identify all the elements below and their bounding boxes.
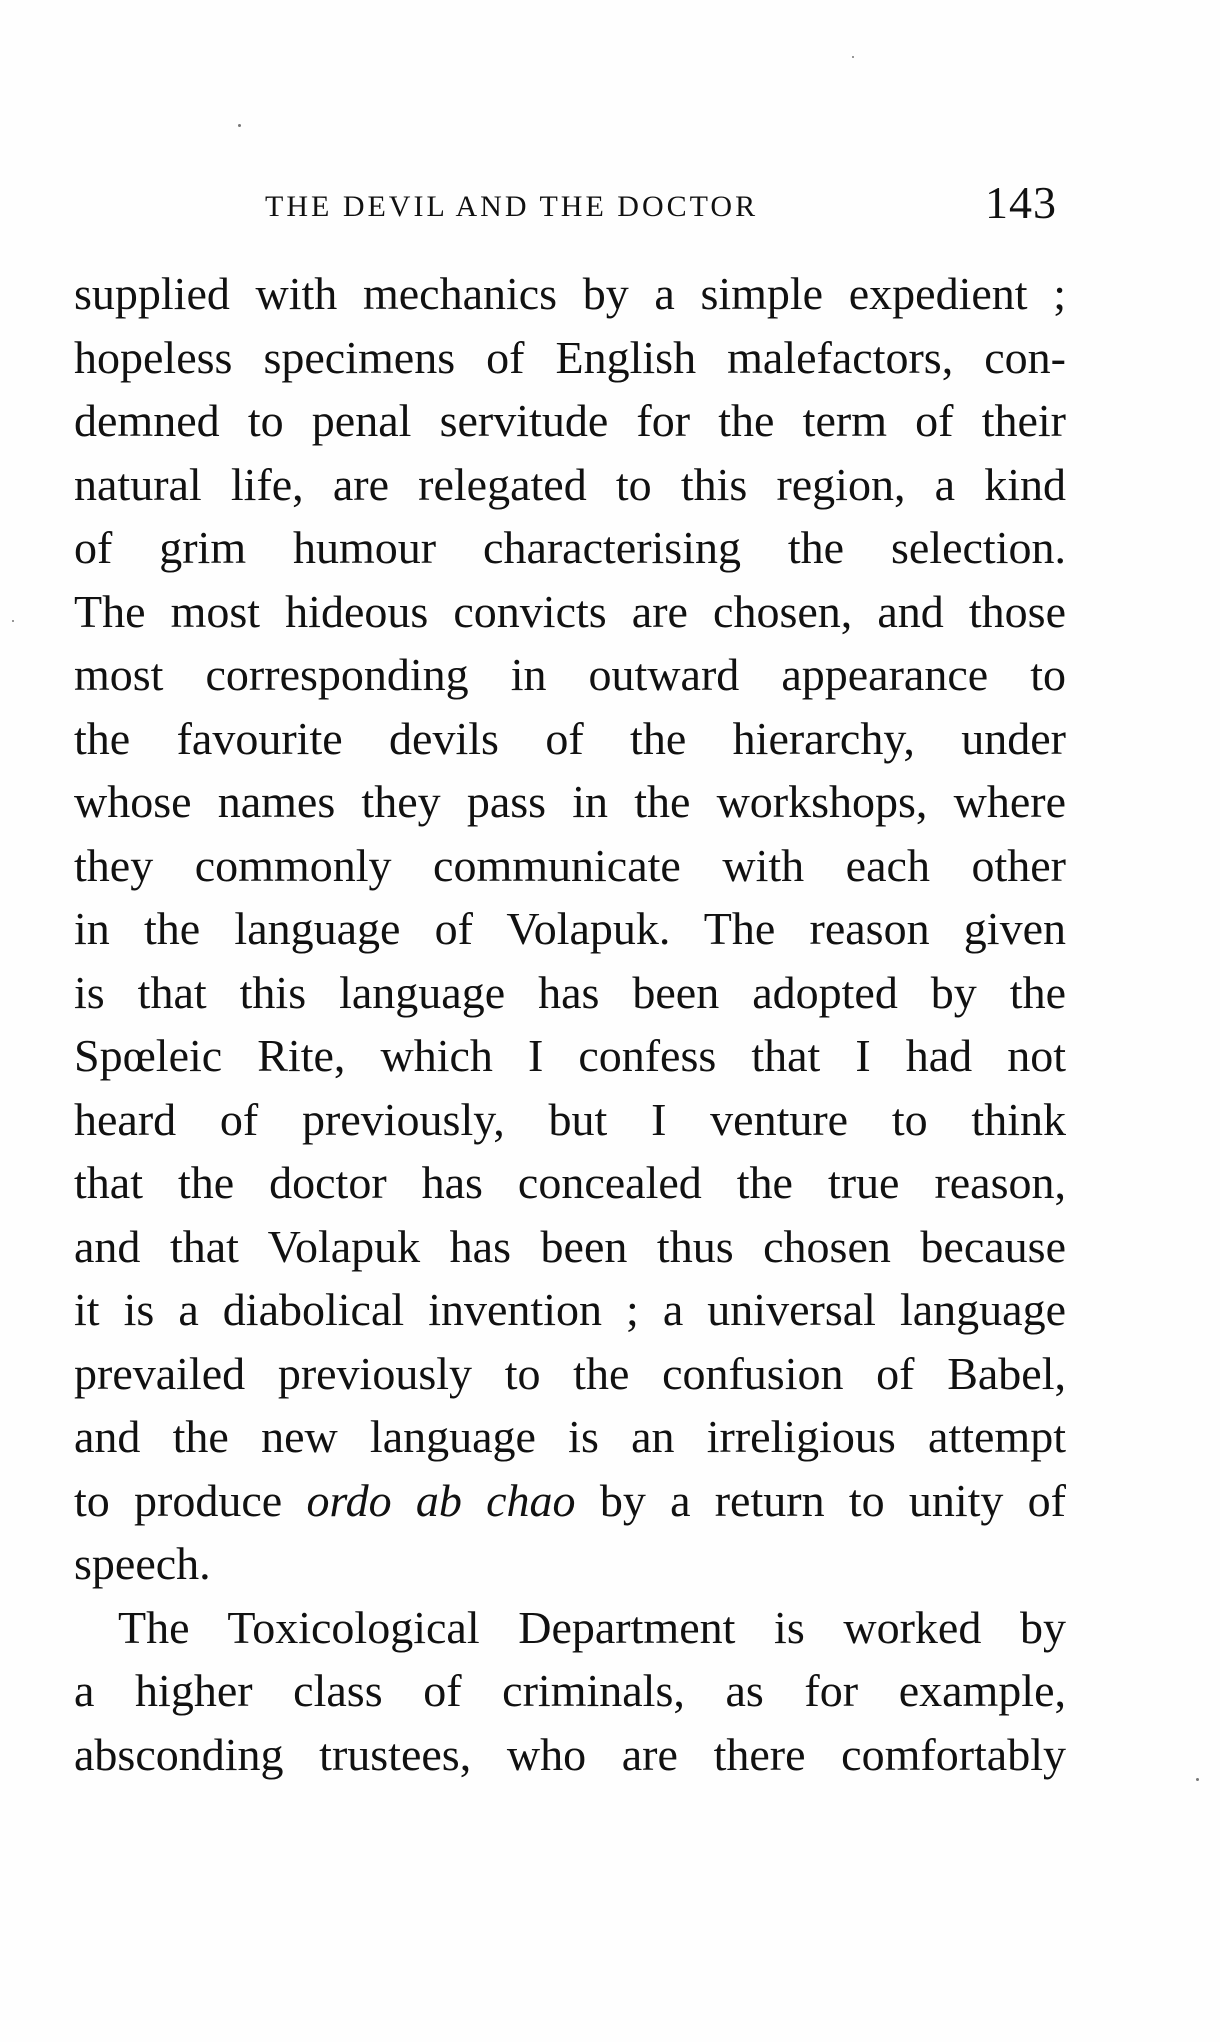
paragraph-end-line: speech. (74, 1538, 211, 1589)
text-line: and that Volapuk has been thus chosen because (74, 1220, 1066, 1272)
text-line: most corresponding in outward appearance to (74, 649, 1066, 700)
running-title: THE DEVIL AND THE DOCTOR (265, 190, 759, 223)
text-line: it is a diabolical invention ; a universal language (74, 1284, 1066, 1335)
text-line: a higher class of criminals, as for example, (74, 1665, 1066, 1716)
ink-speck (12, 620, 14, 622)
body-text (74, 262, 1066, 1786)
text-line: in the language of Volapuk. The reason given (74, 903, 1066, 954)
ink-speck (852, 56, 854, 58)
text-line: they commonly communicate with each other (74, 839, 1066, 891)
paragraph-start-line: The Toxicological Department is worked by (118, 1601, 1066, 1653)
text-line: Spœleic Rite, which I confess that I had not (74, 1030, 1066, 1081)
text-line: heard of previously, but I venture to think (74, 1093, 1066, 1145)
text-line: of grim humour characterising the selection. (74, 522, 1066, 573)
text-line: natural life, are relegated to this region, a kind (74, 458, 1066, 510)
text-line-with-italic (74, 1469, 1066, 1533)
text-line: The most hideous convicts are chosen, and those (74, 585, 1066, 637)
text-line: supplied with mechanics by a simple expedient ; (74, 268, 1066, 319)
text-line: hopeless specimens of English malefactors, con- (74, 331, 1066, 383)
text-line: absconding trustees, who are there comfortably (74, 1728, 1066, 1780)
text-line: the favourite devils of the hierarchy, under (74, 712, 1066, 764)
text-line: and the new language is an irreligious attempt (74, 1411, 1066, 1462)
page-number: 143 (985, 177, 1057, 228)
text-segment: by a return to unity of (575, 1474, 1066, 1526)
text-segment: to produce (74, 1474, 307, 1526)
running-head (75, 176, 1065, 236)
text-line: prevailed previously to the confusion of Babel, (74, 1347, 1066, 1399)
italic-phrase: ordo ab chao (306, 1474, 576, 1526)
text-line: that the doctor has concealed the true reason, (74, 1157, 1066, 1208)
ink-speck (238, 124, 241, 127)
text-line: demned to penal servitude for the term of their (74, 395, 1066, 446)
ink-speck (1196, 1778, 1199, 1781)
text-line: whose names they pass in the workshops, where (74, 776, 1066, 827)
text-line: is that this language has been adopted by the (74, 966, 1066, 1018)
